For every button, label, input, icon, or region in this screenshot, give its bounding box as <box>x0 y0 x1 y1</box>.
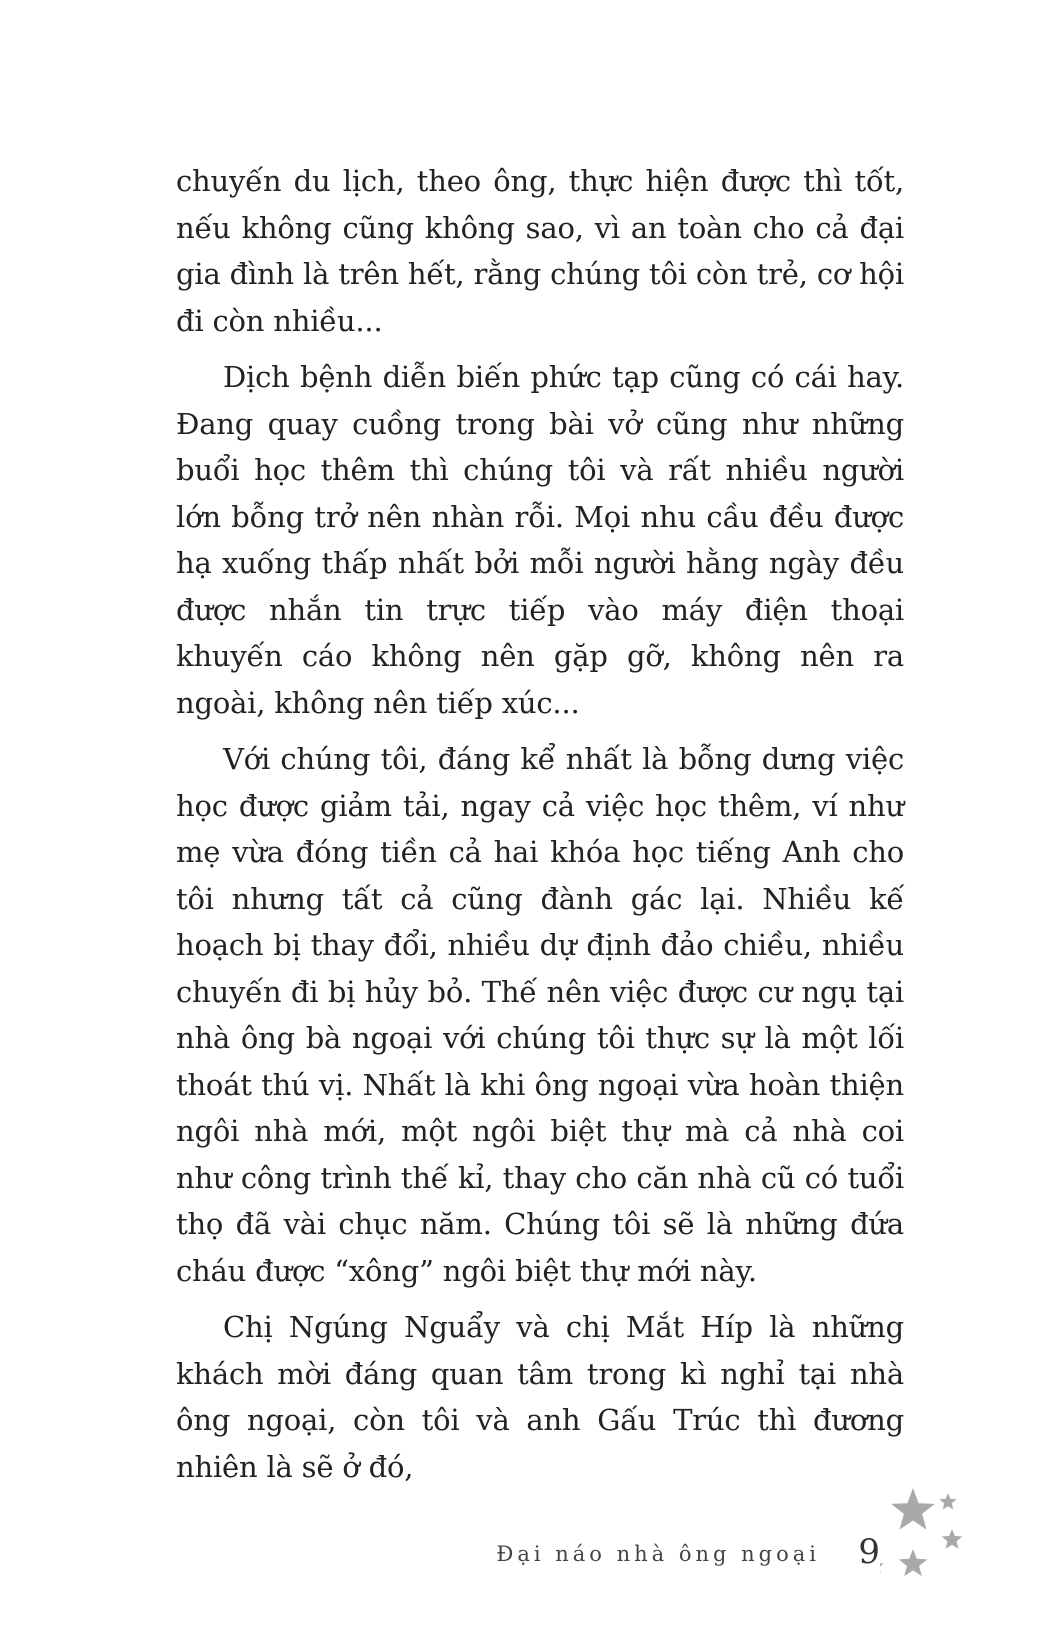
star-large <box>891 1488 935 1530</box>
paragraph-study: Với chúng tôi, đáng kể nhất là bỗng dưng việc học được giảm tải, ngay cả việc học thêm, ví như mẹ vừa đóng tiền cả hai khóa học tiếng Anh cho tôi nhưng tất cả cũng đành gác lại. Nhiều kế hoạch bị thay đổi, nhiều dự định đảo chiều, nhiều chuyến đi bị hủy bỏ. Thế nên việc được cư ngụ tại nhà ông bà ngoại với chúng tôi thực sự là một lối thoát thú vị. Nhất là khi ông ngoại vừa hoàn thiện ngôi nhà mới, một ngôi biệt thự mà cả nhà coi như công trình thế kỉ, thay cho căn nhà cũ có tuổi thọ đã vài chục năm. Chúng tôi sẽ là những đứa cháu được “xông” ngôi biệt thự mới này. <box>176 742 904 1288</box>
star-bottom <box>899 1549 928 1576</box>
paragraph-continuation: chuyến du lịch, theo ông, thực hiện được thì tốt, nếu không cũng không sao, vì an toàn cho cả đại gia đình là trên hết, rằng chúng tôi còn trẻ, cơ hội đi còn nhiều... <box>176 164 904 338</box>
star-top-right <box>939 1493 956 1510</box>
star-bottom-left <box>880 1558 884 1573</box>
running-book-title: Đại náo nhà ông ngoại <box>496 1542 820 1566</box>
paragraph-epidemic: Dịch bệnh diễn biến phức tạp cũng có cái hay. Đang quay cuồng trong bài vở cũng như những buổi học thêm thì chúng tôi và rất nhiều người lớn bỗng trở nên nhàn rỗi. Mọi nhu cầu đều được hạ xuống thấp nhất bởi mỗi người hằng ngày đều được nhắn tin trực tiếp vào máy điện thoại khuyến cáo không nên gặp gỡ, không nên ra ngoài, không nên tiếp xúc... <box>176 360 904 720</box>
paragraph-guests: Chị Ngúng Nguẩy và chị Mắt Híp là những khách mời đáng quan tâm trong kì nghỉ tại nhà ông ngoại, còn tôi và anh Gấu Trúc thì đương nhiên là sẽ ở đó, <box>176 1310 904 1484</box>
stars-icon <box>880 1480 1030 1630</box>
body-text <box>176 158 904 1500</box>
star-right <box>942 1529 963 1549</box>
page-footer <box>400 1532 880 1578</box>
page-number: 9 <box>858 1532 880 1572</box>
